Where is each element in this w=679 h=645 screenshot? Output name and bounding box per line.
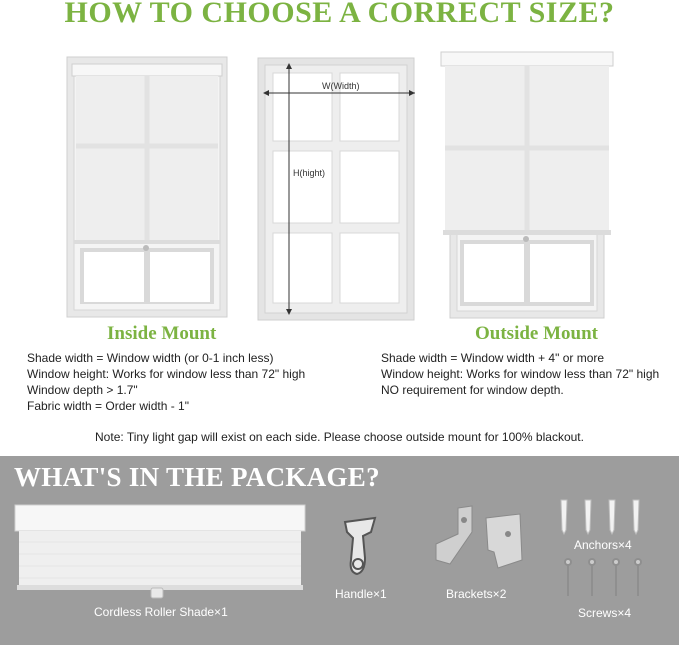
measurement-diagram <box>257 57 415 321</box>
screws-image <box>560 558 644 600</box>
outside-line-2: Window height: Works for window less than 72" high <box>381 367 660 381</box>
inside-mount-illustration <box>66 56 228 318</box>
outside-mount-title: Outside Mount <box>475 323 598 344</box>
outside-line-1: Shade width = Window width + 4" or more <box>381 351 605 365</box>
roller-shade-image <box>14 504 306 604</box>
page-title: HOW TO CHOOSE A CORRECT SIZE? <box>64 0 615 29</box>
label-anchors: Anchors×4 <box>574 538 632 552</box>
outside-mount-description <box>381 350 659 398</box>
outside-mount-illustration <box>440 50 614 320</box>
inside-line-2: Window height: Works for window less than 72" high <box>27 367 306 381</box>
inside-line-3: Window depth > 1.7" <box>27 383 138 397</box>
inside-mount-description <box>27 350 305 414</box>
package-section <box>0 456 679 645</box>
inside-line-1: Shade width = Window width (or 0-1 inch less) <box>27 351 274 365</box>
label-handle: Handle×1 <box>335 587 387 601</box>
label-brackets: Brackets×2 <box>446 587 507 601</box>
label-screws: Screws×4 <box>578 606 632 620</box>
width-label: W(Width) <box>322 81 360 91</box>
inside-line-4: Fabric width = Order width - 1" <box>27 399 189 413</box>
blackout-note: Note: Tiny light gap will exist on each side. Please choose outside mount for 100% blackout. <box>95 430 584 444</box>
height-label: H(hight) <box>293 168 326 178</box>
package-title: WHAT'S IN THE PACKAGE? <box>14 462 380 492</box>
outside-line-3: NO requirement for window depth. <box>381 383 564 397</box>
handle-image <box>335 514 385 582</box>
anchors-image <box>555 496 647 536</box>
brackets-image <box>428 504 528 574</box>
inside-mount-title: Inside Mount <box>107 323 217 344</box>
label-shade: Cordless Roller Shade×1 <box>94 605 228 619</box>
